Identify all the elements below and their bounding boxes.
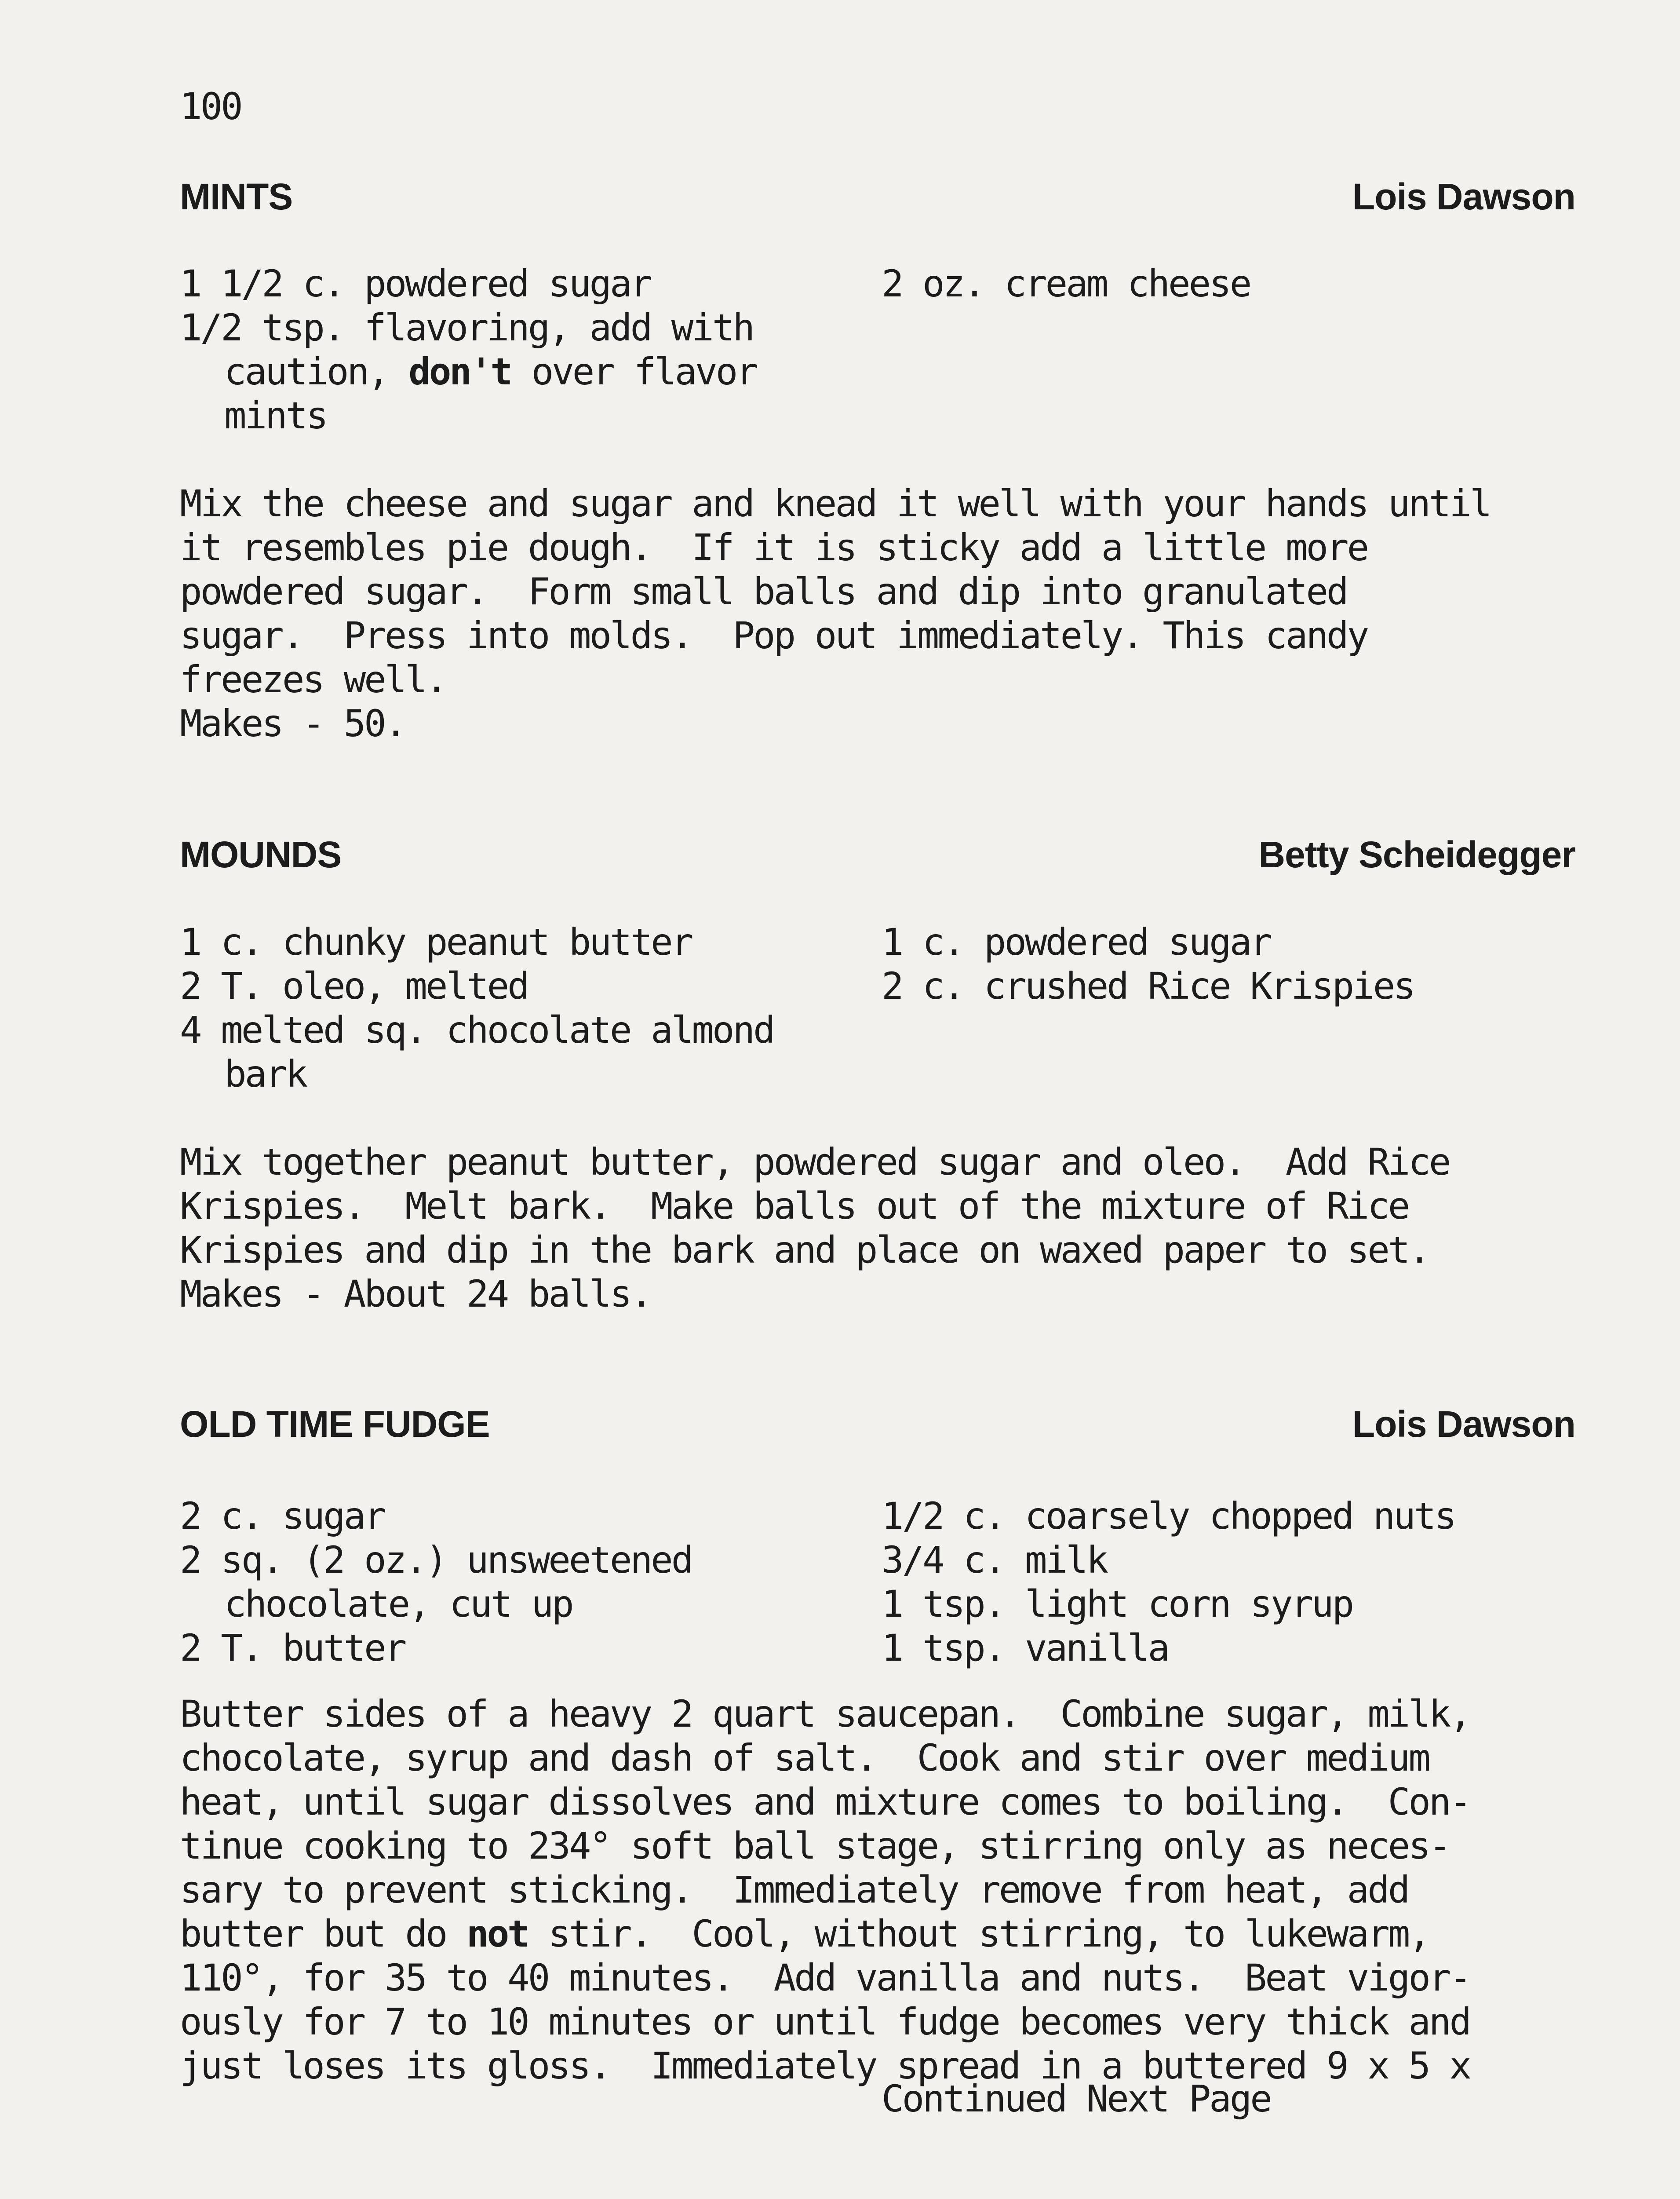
ingredient-left: 2 T. oleo, melted [180, 964, 528, 1008]
ingredient-right: 1 tsp. light corn syrup [882, 1582, 1353, 1626]
ingredient-left-continued: chocolate, cut up [224, 1582, 572, 1626]
ingredient-left: 2 sq. (2 oz.) unsweetened [180, 1538, 692, 1582]
direction-line: sary to prevent sticking. Immediately remove from heat, add [180, 1868, 1409, 1911]
direction-line: sugar. Press into molds. Pop out immediately. This candy [180, 614, 1368, 657]
direction-line: just loses its gloss. Immediately spread in a buttered 9 x 5 x [180, 2044, 1470, 2087]
direction-line: chocolate, syrup and dash of salt. Cook and stir over medium [180, 1736, 1429, 1779]
direction-line: Krispies. Melt bark. Make balls out of the mixture of Rice [180, 1184, 1409, 1227]
direction-line: heat, until sugar dissolves and mixture comes to boiling. Con- [180, 1780, 1470, 1823]
direction-line: Mix together peanut butter, powdered sugar and oleo. Add Rice [180, 1140, 1450, 1184]
recipe-title-mints: MINTS [180, 176, 293, 217]
recipe-author-mints: Lois Dawson [1352, 176, 1575, 217]
direction-line: Butter sides of a heavy 2 quart saucepan. Combine sugar, milk, [180, 1692, 1470, 1735]
direction-line: Krispies and dip in the bark and place on waxed paper to set. [180, 1228, 1429, 1271]
ingredient-left: 1 c. chunky peanut butter [180, 921, 692, 964]
ingredient-left: 2 T. butter [180, 1626, 405, 1669]
ingredient-right: 3/4 c. milk [882, 1538, 1107, 1582]
ingredient-right: 1 tsp. vanilla [882, 1626, 1169, 1669]
recipe-yield: Makes - 50. [180, 702, 405, 745]
recipe-yield: Makes - About 24 balls. [180, 1272, 651, 1315]
ingredient-left: 1/2 tsp. flavoring, add with [180, 306, 754, 349]
direction-line: it resembles pie dough. If it is sticky add a little more [180, 526, 1368, 569]
ingredient-right: 1 c. powdered sugar [882, 921, 1271, 964]
ingredient-right: 2 c. crushed Rice Krispies [882, 964, 1414, 1008]
direction-line: tinue cooking to 234° soft ball stage, stirring only as neces- [180, 1824, 1450, 1867]
direction-line: butter but do not stir. Cool, without stirring, to lukewarm, [180, 1912, 1429, 1955]
recipe-author-mounds: Betty Scheidegger [1258, 834, 1575, 875]
ingredient-left-continued: mints [224, 394, 327, 437]
continued-next-page: Continued Next Page [882, 2077, 1271, 2120]
ingredient-left-continued: bark [224, 1052, 306, 1096]
ingredient-right: 2 oz. cream cheese [882, 262, 1250, 305]
emphasis-text: not [466, 1912, 528, 1955]
ingredient-left: 2 c. sugar [180, 1494, 385, 1538]
direction-line: freezes well. [180, 658, 446, 701]
direction-line: ously for 7 to 10 minutes or until fudge becomes very thick and [180, 2000, 1470, 2043]
page-number: 100 [180, 85, 241, 128]
recipe-author-old-time-fudge: Lois Dawson [1352, 1403, 1575, 1445]
direction-line: Mix the cheese and sugar and knead it well with your hands until [180, 482, 1490, 525]
ingredient-left: 1 1/2 c. powdered sugar [180, 262, 651, 305]
emphasis-text: don't [408, 350, 511, 393]
recipe-title-mounds: MOUNDS [180, 834, 342, 875]
ingredient-left: 4 melted sq. chocolate almond [180, 1008, 774, 1052]
ingredient-left-continued: caution, don't over flavor [224, 350, 757, 393]
recipe-title-old-time-fudge: OLD TIME FUDGE [180, 1403, 490, 1445]
ingredient-right: 1/2 c. coarsely chopped nuts [882, 1494, 1455, 1538]
direction-line: 110°, for 35 to 40 minutes. Add vanilla and nuts. Beat vigor- [180, 1956, 1470, 1999]
direction-line: powdered sugar. Form small balls and dip into granulated [180, 570, 1347, 613]
